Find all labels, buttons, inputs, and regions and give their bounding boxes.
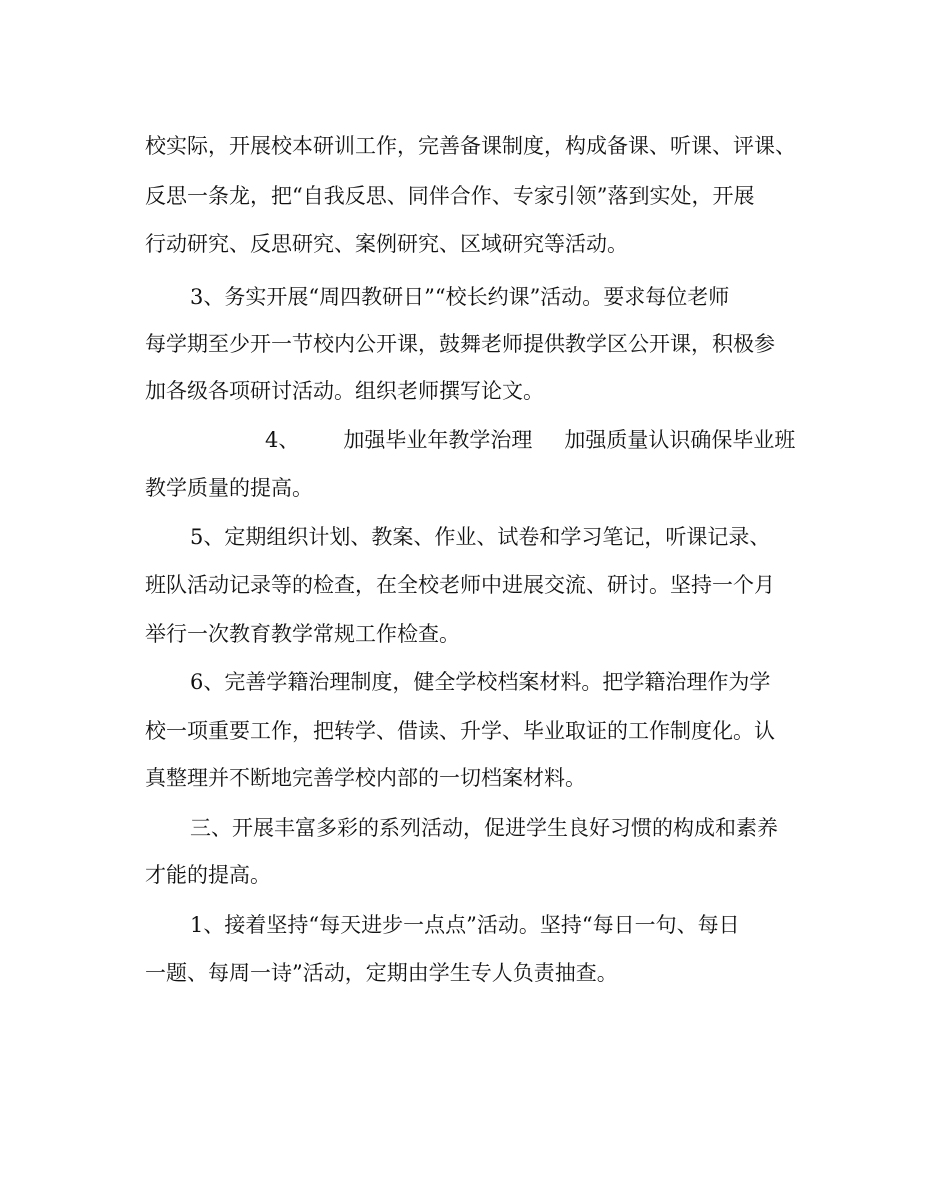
body-text-line: 校实际，开展校本研训工作，完善备课制度，构成备课、听课、评课、 <box>145 134 796 158</box>
paragraph-1-first-line: 1、接着坚持“每天进步一点点”活动。坚持“每日一句、每日 <box>190 913 740 937</box>
body-text-line: 校一项重要工作，把转学、借读、升学、毕业取证的工作制度化。认 <box>145 719 775 743</box>
section-three-first-line: 三、开展丰富多彩的系列活动，促进学生良好习惯的构成和素养 <box>190 816 778 840</box>
paragraph-3-first-line: 3、务实开展“周四教研日”“校长约课”活动。要求每位老师 <box>190 285 730 309</box>
body-text-line: 每学期至少开一节校内公开课，鼓舞老师提供教学区公开课，积极参 <box>145 332 775 356</box>
item-number: 4、 <box>265 428 300 452</box>
item-text: 加强质量认识确保毕业班 <box>564 428 796 452</box>
body-text-line: 行动研究、反思研究、案例研究、区域研究等活动。 <box>145 232 628 256</box>
body-text-line: 真整理并不断地完善学校内部的一切档案材料。 <box>145 766 586 790</box>
paragraph-5-first-line: 5、定期组织计划、教案、作业、试卷和学习笔记，听课记录、 <box>190 525 771 549</box>
body-text-line: 反思一条龙，把“自我反思、同伴合作、专家引领”落到实处，开展 <box>145 184 755 208</box>
body-text-line: 举行一次教育教学常规工作检查。 <box>145 622 460 646</box>
body-text-line: 才能的提高。 <box>145 863 271 887</box>
body-text-line: 加各级各项研讨活动。组织老师撰写论文。 <box>145 379 544 403</box>
item-heading: 加强毕业年教学治理 <box>343 428 533 452</box>
paragraph-4-first-line <box>265 427 795 453</box>
paragraph-6-first-line: 6、完善学籍治理制度，健全学校档案材料。把学籍治理作为学 <box>190 670 771 694</box>
body-text-line: 班队活动记录等的检查，在全校老师中进展交流、研讨。坚持一个月 <box>145 573 775 597</box>
body-text-line: 一题、每周一诗”活动，定期由学生专人负责抽查。 <box>145 961 618 985</box>
body-text-line: 教学质量的提高。 <box>145 476 313 500</box>
